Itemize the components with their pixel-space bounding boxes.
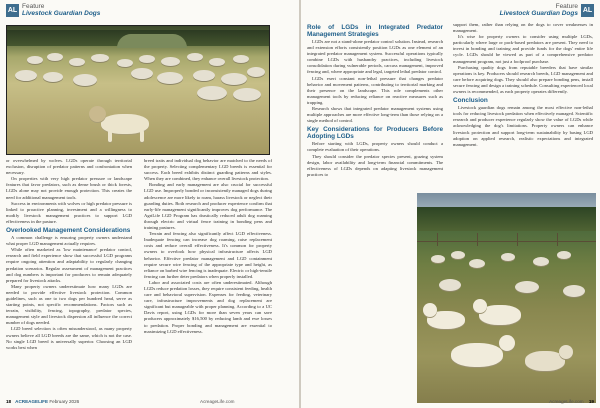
- paragraph: Success in environments with wolves or high predator pressure is linked to proactive planning, investment and a willingness to modify livestock management practices to support LGD effectiveness in the pasture.: [6, 200, 132, 224]
- paragraph: It's wise for property owners to consider using multiple LGDs, particularly where large or pack-based predators are present. They need to invest in bonding and training and provide funds for the dogs' entire life cycle. LGDs should be viewed as part of a comprehensive predator management program, not just a foolproof purchase.: [453, 34, 593, 64]
- paragraph: Many property owners underestimate how many LGDs are needed to provide effective livestock protection. Common guidelines, such as one to two dogs per hundred head, serve as starting points, not specific recommendations. Factors such as terrain, visibility, fencing, topography, predator species, management style and livestock dispersion all influence the correct number of dogs needed.: [6, 283, 132, 326]
- paragraph: or overwhelmed by wolves. LGDs operate through territorial exclusion, disruption of predator patterns and confrontation when necessary.: [6, 158, 132, 176]
- guardian-dogs-photo: [417, 193, 596, 403]
- page-footer-right: [549, 399, 594, 404]
- paragraph: LGDs are not a stand-alone predator control solution. Instead, research and extension efforts consistently position LGDs as one element of an integrated predator management system. Successful operations typically combine LGDs with husbandry practices, including livestock consolidation during vulnerable periods, carcass management, improved fencing and, where appropriate and legal, targeted lethal predator control.: [307, 39, 443, 75]
- paragraph: support them, rather than relying on the dogs to cover weaknesses in management.: [453, 22, 593, 34]
- page-number: 18: [6, 399, 12, 404]
- section-label: Feature: [22, 3, 45, 10]
- magazine-logo: AL: [6, 4, 19, 17]
- section-heading: Conclusion: [453, 97, 488, 105]
- section-heading: Overlooked Management Considerations: [6, 227, 131, 235]
- page-footer-left: [6, 399, 79, 404]
- magazine-logo: AL: [581, 4, 594, 17]
- section-heading: Key Considerations for Producers Before Adopting LGDs: [307, 126, 443, 141]
- topic-label: Livestock Guardian Dogs: [499, 9, 578, 17]
- paragraph: While often marketed as 'low maintenance' predator control, research and field experience show that successful LGD programs require ongoing attention and adaptability to regularly changing predation scenarios. Regular assessment of management practices and dog numbers is important for producers to remain adequately prepared for livestock attacks.: [6, 247, 132, 283]
- right-column-b: [453, 22, 593, 188]
- page-header-left: [6, 4, 100, 21]
- paragraph: They should consider the predator species present, grazing system design, labor availability and long-term financial commitments. The effectiveness of LGDs depends on adapting livestock management practices to: [307, 153, 443, 177]
- footer-url: [200, 399, 234, 404]
- paragraph: A common challenge is ensuring property owners understand what proper LGD management actually requires.: [6, 235, 132, 247]
- paragraph: Bonding and early management are also crucial for successful LGD use. Improperly bonded or inconsistently managed dogs during adolescence are more likely to roam, harass livestock or neglect their guarding duties. Both research and producer experience confirm that early-life management significantly improves dog performance. The AgriLife LGD Program has drastically reduced adult dog roaming through electric and virtual fence training in bonding pens and training pastures.: [144, 182, 272, 231]
- paragraph: LGD breed selection is often misunderstood, as many property owners believe all LGD breeds are the same, which is not the case. No single LGD breed is universally superior. Choosing an LGD works best when: [6, 326, 132, 350]
- paragraph: Research shows that integrated predator management systems using multiple approaches are more effective long-term than those relying on a single method of control.: [307, 106, 443, 124]
- paragraph: Purchasing quality dogs from reputable breeders that have similar operations is key. Producers should research breeds, LGD management and care before acquiring dogs. They should also prepare bonding pens, install secure fencing and design a training schedule. Consulting experienced local owners is recommended, as each property operates differently.: [453, 64, 593, 95]
- sheep-pasture-photo: [6, 25, 270, 155]
- left-column-b: [144, 158, 272, 396]
- paragraph: Terrain and fencing also significantly affect LGD effectiveness. Inadequate fencing can increase dog roaming, raise replacement costs and reduce overall effectiveness. It's common for property owners to overlook how physical infrastructure affects LGD behavior. Effective predator management and LGD containment require secure wire fencing of the appropriate type and height, as reliance on barbed wire fencing is inadequate. Electric or high-tensile fencing can further deter predators when properly installed.: [144, 231, 272, 279]
- page-header-right: [500, 4, 594, 21]
- left-column-a: [6, 158, 132, 396]
- paragraph: Before starting with LGDs, property owners should conduct a complete evaluation of their operations.: [307, 141, 443, 153]
- paragraph: breed traits and individual dog behavior are matched to the needs of the property. Selecting complementary LGD breeds is essential for success. Each breed exhibits distinct guarding patterns and styles. When they are combined, they enhance overall livestock protection.: [144, 158, 272, 182]
- website-url: AcreageLife.com: [200, 399, 235, 404]
- paragraph: Labor and associated costs are often underestimated. Although LGDs reduce predation losses, they require consistent feeding, health care and behavioral supervision. Expenses for feeding, veterinary care, infrastructure improvements and dog replacement are significant but manageable with proper planning. According to a UC Davis report, using LGDs for more than seven years can save producers approximately $16,500 by reducing lamb and ewe losses to predation. Proper bonding and management are essential to maximizing LGD effectiveness.: [144, 279, 272, 334]
- magazine-name: ACREAGELIFE: [15, 399, 49, 404]
- topic-label: Livestock Guardian Dogs: [22, 9, 101, 17]
- paragraph: On properties with very high predator pressure or landscape features that favor predators, such as dense brush or thick forests, LGDs alone may not provide enough protection. This creates the need for additional management tools.: [6, 176, 132, 200]
- right-page: [301, 0, 600, 408]
- website-url: AcreageLife.com: [549, 399, 584, 404]
- page-number: 19: [588, 399, 594, 404]
- issue-date: February 2026: [49, 399, 80, 404]
- section-label: Feature: [555, 3, 578, 10]
- paragraph: Livestock guardian dogs remain among the most effective non-lethal tools for reducing livestock predation when effectively managed. Scientific research and producer experience regularly show the value of LGDs while acknowledging the dog's limitations. Property owners can enhance livestock protection and support long-term sustainability by basing LGD adoption on applied research, realistic expectations and integrated management.: [453, 105, 593, 147]
- left-page: [0, 0, 299, 408]
- paragraph: LGDs exert constant non-lethal pressure that changes predator behavior and movement patterns, contributing to territorial marking and their presence on the landscape. This role complements other management tools by reducing reliance on reactive measures such as trapping.: [307, 75, 443, 105]
- section-heading: Role of LGDs in Integrated Predator Management Strategies: [307, 24, 443, 38]
